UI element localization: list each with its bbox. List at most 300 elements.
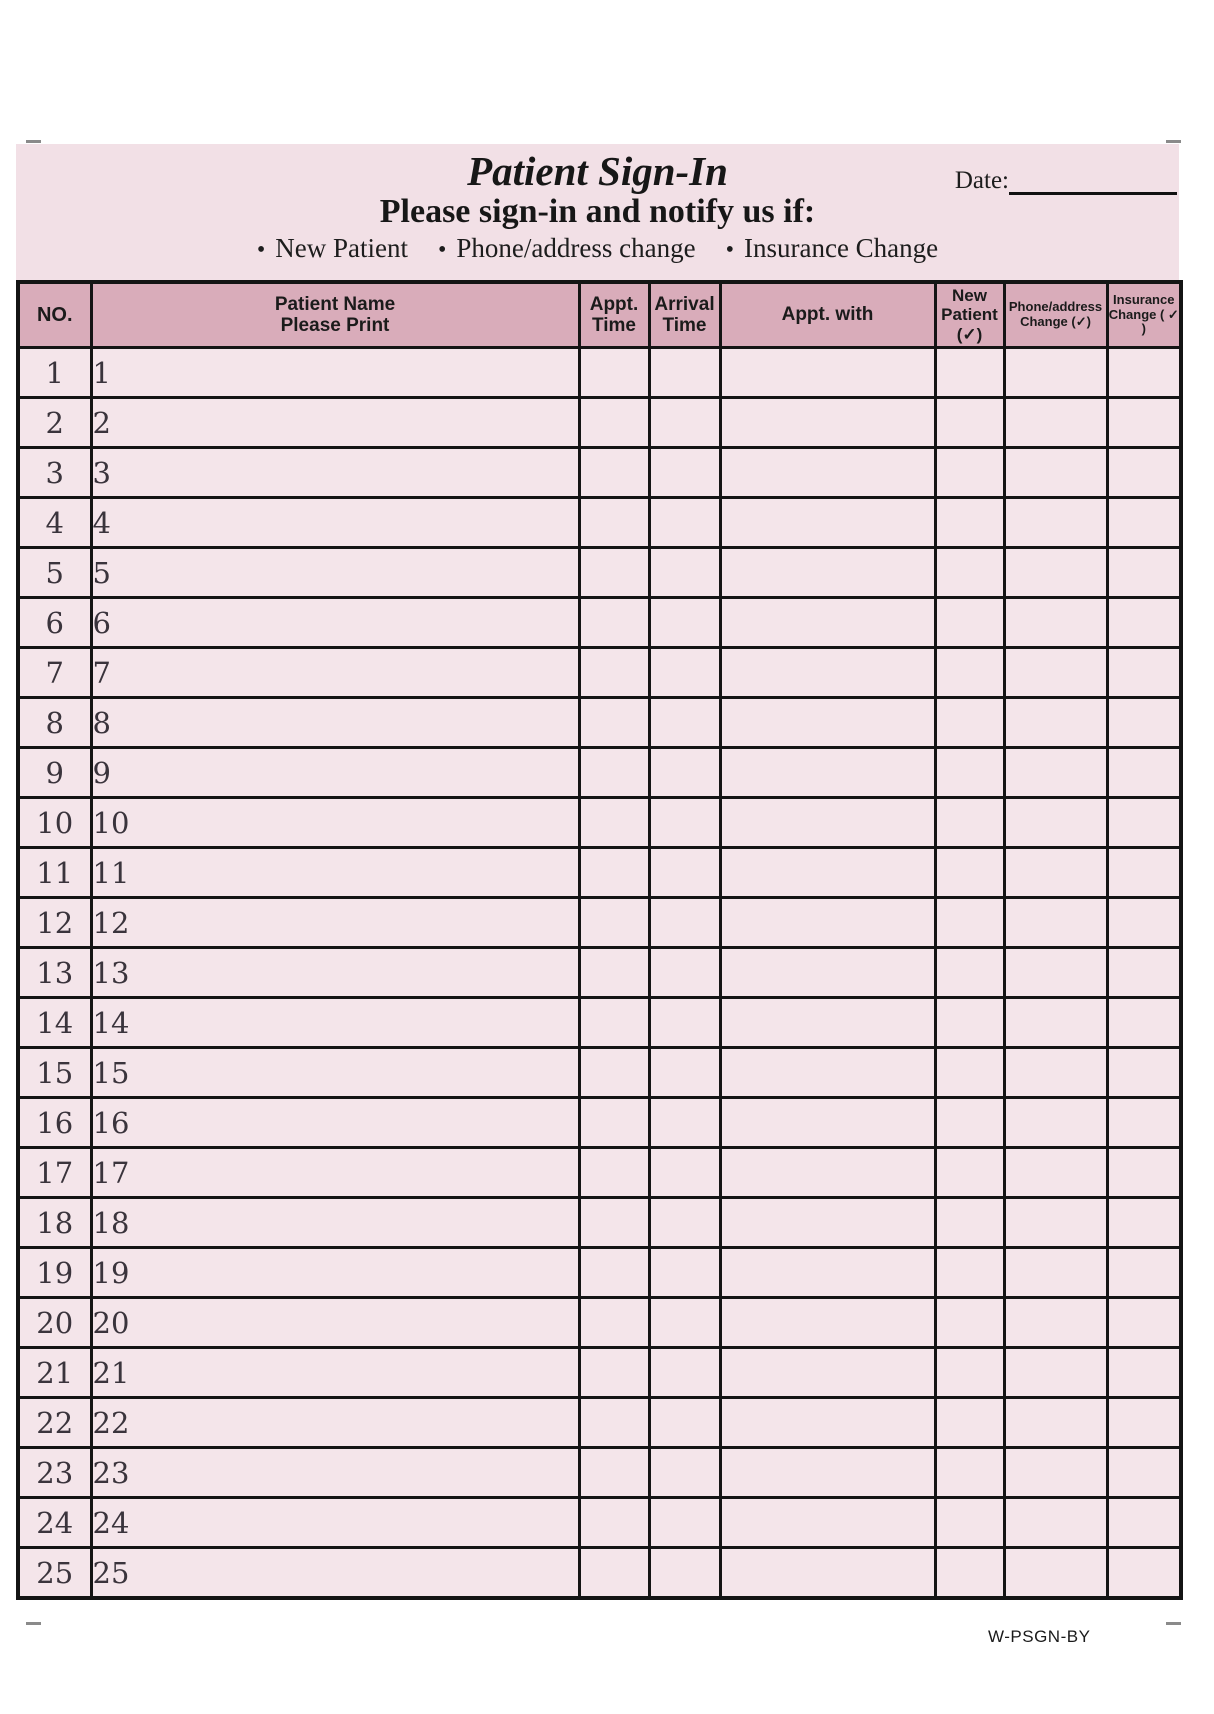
appt-with-cell[interactable]	[720, 898, 935, 948]
arrival-time-cell[interactable]	[649, 1098, 720, 1148]
appt-time-cell[interactable]	[579, 348, 649, 398]
patient-name-cell[interactable]	[91, 948, 579, 998]
phone-address-change-cell[interactable]	[1004, 1548, 1107, 1599]
appt-with-cell[interactable]	[720, 1298, 935, 1348]
insurance-change-cell[interactable]	[1107, 1448, 1181, 1498]
appt-with-cell[interactable]	[720, 1148, 935, 1198]
appt-with-cell[interactable]	[720, 548, 935, 598]
new-patient-cell[interactable]	[935, 648, 1004, 698]
phone-address-change-cell[interactable]	[1004, 648, 1107, 698]
patient-name-cell[interactable]	[91, 498, 579, 548]
new-patient-cell[interactable]	[935, 1048, 1004, 1098]
appt-time-cell[interactable]	[579, 498, 649, 548]
patient-name-cell[interactable]	[91, 1148, 579, 1198]
line-number: 2	[92, 405, 111, 440]
row-number: 12	[36, 905, 74, 940]
line-number: 8	[92, 705, 111, 740]
line-number: 10	[92, 805, 130, 840]
new-patient-cell[interactable]	[935, 348, 1004, 398]
table-row	[18, 348, 1181, 398]
column-header-new-patient	[935, 282, 1004, 348]
row-number-cell	[18, 498, 91, 548]
table-row	[18, 1048, 1181, 1098]
line-number: 6	[92, 605, 111, 640]
phone-address-change-cell[interactable]	[1004, 1148, 1107, 1198]
arrival-time-cell[interactable]	[649, 398, 720, 448]
appt-with-cell[interactable]	[720, 1448, 935, 1498]
table-row	[18, 548, 1181, 598]
appt-with-cell[interactable]	[720, 1248, 935, 1298]
date-input-line[interactable]	[1009, 168, 1177, 195]
appt-time-cell[interactable]	[579, 1298, 649, 1348]
row-number: 21	[36, 1355, 74, 1390]
appt-time-cell[interactable]	[579, 848, 649, 898]
new-patient-cell[interactable]	[935, 948, 1004, 998]
table-header-row	[18, 282, 1181, 348]
appt-with-cell[interactable]	[720, 698, 935, 748]
phone-address-change-cell[interactable]	[1004, 1048, 1107, 1098]
phone-address-change-cell[interactable]	[1004, 448, 1107, 498]
column-header-insurance-change	[1107, 282, 1181, 348]
line-number: 20	[92, 1305, 130, 1340]
arrival-time-cell[interactable]	[649, 648, 720, 698]
appt-with-cell[interactable]	[720, 498, 935, 548]
new-patient-cell[interactable]	[935, 1248, 1004, 1298]
row-number-cell	[18, 1098, 91, 1148]
insurance-change-cell[interactable]	[1107, 1148, 1181, 1198]
insurance-change-cell[interactable]	[1107, 948, 1181, 998]
insurance-change-cell[interactable]	[1107, 1398, 1181, 1448]
row-number: 8	[45, 705, 64, 740]
insurance-change-cell[interactable]	[1107, 1298, 1181, 1348]
table-row	[18, 998, 1181, 1048]
row-number: 17	[36, 1155, 74, 1190]
insurance-change-cell[interactable]	[1107, 848, 1181, 898]
phone-address-change-cell[interactable]	[1004, 898, 1107, 948]
appt-time-cell[interactable]	[579, 1398, 649, 1448]
appt-time-cell[interactable]	[579, 1498, 649, 1548]
appt-time-cell[interactable]	[579, 898, 649, 948]
appt-time-cell[interactable]	[579, 1548, 649, 1599]
new-patient-cell[interactable]	[935, 1398, 1004, 1448]
arrival-time-cell[interactable]	[649, 1148, 720, 1198]
line-number: 22	[92, 1405, 130, 1440]
appt-time-cell[interactable]	[579, 1048, 649, 1098]
row-number-cell	[18, 798, 91, 848]
arrival-time-cell[interactable]	[649, 348, 720, 398]
patient-name-cell[interactable]	[91, 1348, 579, 1398]
column-header-label: Patient Name	[274, 293, 396, 315]
row-number-cell	[18, 1248, 91, 1298]
arrival-time-cell[interactable]	[649, 448, 720, 498]
row-number: 14	[36, 1005, 74, 1040]
table-row	[18, 1498, 1181, 1548]
insurance-change-cell[interactable]	[1107, 1348, 1181, 1398]
patient-name-cell[interactable]	[91, 798, 579, 848]
new-patient-cell[interactable]	[935, 498, 1004, 548]
row-number: 1	[45, 355, 64, 390]
appt-with-cell[interactable]	[720, 1398, 935, 1448]
line-number: 3	[92, 455, 111, 490]
column-header-label: Phone/address	[1008, 299, 1103, 315]
patient-name-cell[interactable]	[91, 1098, 579, 1148]
new-patient-cell[interactable]	[935, 1148, 1004, 1198]
column-header-label: Arrival	[654, 293, 715, 315]
insurance-change-cell[interactable]	[1107, 598, 1181, 648]
row-number-cell	[18, 1198, 91, 1248]
form-code: W-PSGN-BY	[988, 1627, 1091, 1646]
table-row	[18, 948, 1181, 998]
bullet-icon: •	[256, 236, 266, 263]
notify-option	[437, 232, 696, 263]
patient-name-cell[interactable]	[91, 1548, 579, 1599]
arrival-time-cell[interactable]	[649, 498, 720, 548]
notify-options	[16, 232, 1179, 263]
arrival-time-cell[interactable]	[649, 798, 720, 848]
line-number: 24	[92, 1505, 130, 1540]
new-patient-cell[interactable]	[935, 1098, 1004, 1148]
table-row	[18, 1398, 1181, 1448]
row-number: 6	[45, 605, 64, 640]
line-number: 4	[92, 505, 111, 540]
column-header-label: (✓)	[956, 324, 983, 344]
insurance-change-cell[interactable]	[1107, 498, 1181, 548]
row-number: 25	[36, 1555, 74, 1590]
line-number: 16	[92, 1105, 130, 1140]
new-patient-cell[interactable]	[935, 898, 1004, 948]
row-number-cell	[18, 598, 91, 648]
new-patient-cell[interactable]	[935, 1298, 1004, 1348]
insurance-change-cell[interactable]	[1107, 348, 1181, 398]
phone-address-change-cell[interactable]	[1004, 998, 1107, 1048]
row-number: 9	[45, 755, 64, 790]
row-number-cell	[18, 748, 91, 798]
appt-time-cell[interactable]	[579, 448, 649, 498]
row-number: 10	[36, 805, 74, 840]
phone-address-change-cell[interactable]	[1004, 348, 1107, 398]
patient-name-cell[interactable]	[91, 1298, 579, 1348]
phone-address-change-cell[interactable]	[1004, 1298, 1107, 1348]
patient-name-cell[interactable]	[91, 998, 579, 1048]
insurance-change-cell[interactable]	[1107, 548, 1181, 598]
new-patient-cell[interactable]	[935, 1448, 1004, 1498]
table-row	[18, 1148, 1181, 1198]
column-header-label: Insurance	[1113, 292, 1175, 308]
phone-address-change-cell[interactable]	[1004, 1398, 1107, 1448]
row-number: 16	[36, 1105, 74, 1140]
patient-name-cell[interactable]	[91, 1448, 579, 1498]
phone-address-change-cell[interactable]	[1004, 698, 1107, 748]
row-number: 13	[36, 955, 74, 990]
column-header-label: Change ( ✓ )	[1108, 306, 1179, 337]
row-number-cell	[18, 1348, 91, 1398]
line-number: 5	[92, 555, 111, 590]
row-number-cell	[18, 398, 91, 448]
row-number: 3	[45, 455, 64, 490]
insurance-change-cell[interactable]	[1107, 1098, 1181, 1148]
patient-name-cell[interactable]	[91, 598, 579, 648]
row-number-cell	[18, 348, 91, 398]
phone-address-change-cell[interactable]	[1004, 1348, 1107, 1398]
table-row	[18, 798, 1181, 848]
phone-address-change-cell[interactable]	[1004, 948, 1107, 998]
row-number-cell	[18, 648, 91, 698]
table-row	[18, 598, 1181, 648]
table-row	[18, 1298, 1181, 1348]
notify-option-label: Insurance Change	[743, 232, 939, 263]
new-patient-cell[interactable]	[935, 1498, 1004, 1548]
new-patient-cell[interactable]	[935, 548, 1004, 598]
arrival-time-cell[interactable]	[649, 1048, 720, 1098]
column-header-label: Appt.	[589, 293, 639, 315]
phone-address-change-cell[interactable]	[1004, 748, 1107, 798]
arrival-time-cell[interactable]	[649, 1248, 720, 1298]
column-header-label: Change (✓)	[1020, 314, 1091, 329]
line-number: 17	[92, 1155, 130, 1190]
appt-with-cell[interactable]	[720, 848, 935, 898]
column-header-label: NO.	[36, 303, 73, 326]
line-number: 15	[92, 1055, 130, 1090]
phone-address-change-cell[interactable]	[1004, 1198, 1107, 1248]
patient-name-cell[interactable]	[91, 698, 579, 748]
new-patient-cell[interactable]	[935, 698, 1004, 748]
column-header-phone-address-change	[1004, 282, 1107, 348]
column-header-label: New	[952, 286, 987, 306]
insurance-change-cell[interactable]	[1107, 1248, 1181, 1298]
column-header-appt-with	[720, 282, 935, 348]
appt-with-cell[interactable]	[720, 448, 935, 498]
insurance-change-cell[interactable]	[1107, 398, 1181, 448]
patient-name-cell[interactable]	[91, 1198, 579, 1248]
form-header	[16, 144, 1179, 280]
arrival-time-cell[interactable]	[649, 1498, 720, 1548]
arrival-time-cell[interactable]	[649, 1198, 720, 1248]
row-number: 23	[36, 1455, 74, 1490]
phone-address-change-cell[interactable]	[1004, 598, 1107, 648]
line-number: 13	[92, 955, 130, 990]
line-number: 11	[92, 855, 130, 890]
row-number: 22	[36, 1405, 74, 1440]
table-row	[18, 398, 1181, 448]
appt-time-cell[interactable]	[579, 748, 649, 798]
appt-time-cell[interactable]	[579, 598, 649, 648]
new-patient-cell[interactable]	[935, 398, 1004, 448]
patient-name-cell[interactable]	[91, 748, 579, 798]
row-number-cell	[18, 1448, 91, 1498]
insurance-change-cell[interactable]	[1107, 1198, 1181, 1248]
new-patient-cell[interactable]	[935, 1548, 1004, 1599]
appt-with-cell[interactable]	[720, 1548, 935, 1599]
column-header-label: Please Print	[280, 315, 390, 336]
table-header	[18, 282, 1181, 348]
row-number-cell	[18, 698, 91, 748]
appt-time-cell[interactable]	[579, 548, 649, 598]
new-patient-cell[interactable]	[935, 1198, 1004, 1248]
patient-name-cell[interactable]	[91, 648, 579, 698]
new-patient-cell[interactable]	[935, 998, 1004, 1048]
phone-address-change-cell[interactable]	[1004, 1098, 1107, 1148]
arrival-time-cell[interactable]	[649, 898, 720, 948]
phone-address-change-cell[interactable]	[1004, 1498, 1107, 1548]
appt-time-cell[interactable]	[579, 648, 649, 698]
bullet-icon: •	[725, 236, 734, 263]
patient-name-cell[interactable]	[91, 898, 579, 948]
arrival-time-cell[interactable]	[649, 598, 720, 648]
form-subtitle: Please sign-in and notify us if:	[379, 193, 816, 231]
new-patient-cell[interactable]	[935, 748, 1004, 798]
appt-time-cell[interactable]	[579, 1348, 649, 1398]
row-number-cell	[18, 1148, 91, 1198]
crop-mark	[1166, 140, 1181, 143]
column-header-label: Appt. with	[781, 304, 874, 326]
arrival-time-cell[interactable]	[649, 1398, 720, 1448]
notify-option-label: New Patient	[275, 232, 408, 263]
appt-time-cell[interactable]	[579, 1148, 649, 1198]
column-header-patient-name	[91, 282, 579, 348]
table-row	[18, 898, 1181, 948]
appt-with-cell[interactable]	[720, 948, 935, 998]
appt-time-cell[interactable]	[579, 1248, 649, 1298]
appt-time-cell[interactable]	[579, 1098, 649, 1148]
row-number-cell	[18, 548, 91, 598]
arrival-time-cell[interactable]	[649, 1448, 720, 1498]
row-number: 2	[45, 405, 64, 440]
appt-with-cell[interactable]	[720, 398, 935, 448]
appt-with-cell[interactable]	[720, 1098, 935, 1148]
appt-time-cell[interactable]	[579, 1448, 649, 1498]
appt-with-cell[interactable]	[720, 348, 935, 398]
column-header-label: Time	[662, 315, 707, 336]
line-number: 18	[92, 1205, 130, 1240]
row-number: 4	[45, 505, 64, 540]
appt-time-cell[interactable]	[579, 1198, 649, 1248]
new-patient-cell[interactable]	[935, 848, 1004, 898]
patient-name-cell[interactable]	[91, 848, 579, 898]
insurance-change-cell[interactable]	[1107, 1548, 1181, 1599]
sign-in-table	[16, 280, 1183, 1600]
appt-time-cell[interactable]	[579, 998, 649, 1048]
row-number-cell	[18, 948, 91, 998]
crop-mark	[26, 140, 41, 143]
insurance-change-cell[interactable]	[1107, 1048, 1181, 1098]
insurance-change-cell[interactable]	[1107, 1498, 1181, 1548]
appt-time-cell[interactable]	[579, 948, 649, 998]
insurance-change-cell[interactable]	[1107, 448, 1181, 498]
table-row	[18, 648, 1181, 698]
appt-time-cell[interactable]	[579, 398, 649, 448]
insurance-change-cell[interactable]	[1107, 648, 1181, 698]
row-number: 24	[36, 1505, 74, 1540]
phone-address-change-cell[interactable]	[1004, 398, 1107, 448]
row-number-cell	[18, 448, 91, 498]
insurance-change-cell[interactable]	[1107, 898, 1181, 948]
arrival-time-cell[interactable]	[649, 948, 720, 998]
table-row	[18, 848, 1181, 898]
notify-option-label: Phone/address change	[456, 232, 696, 263]
insurance-change-cell[interactable]	[1107, 998, 1181, 1048]
row-number-cell	[18, 848, 91, 898]
phone-address-change-cell[interactable]	[1004, 548, 1107, 598]
table-row	[18, 1348, 1181, 1398]
row-number-cell	[18, 898, 91, 948]
appt-with-cell[interactable]	[720, 598, 935, 648]
patient-name-cell[interactable]	[91, 548, 579, 598]
column-header-label: Patient	[941, 305, 998, 325]
insurance-change-cell[interactable]	[1107, 798, 1181, 848]
column-header-arrival-time	[649, 282, 720, 348]
table-body	[18, 348, 1181, 1599]
patient-name-cell[interactable]	[91, 1498, 579, 1548]
appt-with-cell[interactable]	[720, 1048, 935, 1098]
appt-with-cell[interactable]	[720, 998, 935, 1048]
new-patient-cell[interactable]	[935, 448, 1004, 498]
appt-with-cell[interactable]	[720, 1498, 935, 1548]
line-number: 23	[92, 1455, 130, 1490]
arrival-time-cell[interactable]	[649, 548, 720, 598]
new-patient-cell[interactable]	[935, 598, 1004, 648]
row-number-cell	[18, 1048, 91, 1098]
phone-address-change-cell[interactable]	[1004, 848, 1107, 898]
row-number-cell	[18, 998, 91, 1048]
arrival-time-cell[interactable]	[649, 998, 720, 1048]
phone-address-change-cell[interactable]	[1004, 498, 1107, 548]
new-patient-cell[interactable]	[935, 798, 1004, 848]
insurance-change-cell[interactable]	[1107, 698, 1181, 748]
line-number: 19	[92, 1255, 130, 1290]
arrival-time-cell[interactable]	[649, 698, 720, 748]
line-number: 9	[92, 755, 111, 790]
insurance-change-cell[interactable]	[1107, 748, 1181, 798]
patient-name-cell[interactable]	[91, 348, 579, 398]
arrival-time-cell[interactable]	[649, 1548, 720, 1599]
table-row	[18, 498, 1181, 548]
appt-time-cell[interactable]	[579, 798, 649, 848]
line-number: 7	[92, 655, 111, 690]
appt-with-cell[interactable]	[720, 1198, 935, 1248]
line-number: 1	[92, 355, 111, 390]
patient-name-cell[interactable]	[91, 1248, 579, 1298]
phone-address-change-cell[interactable]	[1004, 1448, 1107, 1498]
patient-name-cell[interactable]	[91, 448, 579, 498]
appt-with-cell[interactable]	[720, 798, 935, 848]
row-number: 20	[36, 1305, 74, 1340]
arrival-time-cell[interactable]	[649, 848, 720, 898]
patient-name-cell[interactable]	[91, 398, 579, 448]
row-number-cell	[18, 1298, 91, 1348]
table-row	[18, 1548, 1181, 1599]
arrival-time-cell[interactable]	[649, 1298, 720, 1348]
appt-time-cell[interactable]	[579, 698, 649, 748]
arrival-time-cell[interactable]	[649, 1348, 720, 1398]
arrival-time-cell[interactable]	[649, 748, 720, 798]
date-field	[955, 168, 1177, 195]
phone-address-change-cell[interactable]	[1004, 1248, 1107, 1298]
line-number: 14	[92, 1005, 130, 1040]
line-number: 25	[92, 1555, 130, 1590]
row-number: 5	[45, 555, 64, 590]
appt-with-cell[interactable]	[720, 1348, 935, 1398]
line-number: 21	[92, 1355, 130, 1390]
appt-with-cell[interactable]	[720, 648, 935, 698]
new-patient-cell[interactable]	[935, 1348, 1004, 1398]
table-row	[18, 448, 1181, 498]
row-number-cell	[18, 1498, 91, 1548]
appt-with-cell[interactable]	[720, 748, 935, 798]
row-number-cell	[18, 1548, 91, 1599]
phone-address-change-cell[interactable]	[1004, 798, 1107, 848]
patient-name-cell[interactable]	[91, 1048, 579, 1098]
patient-name-cell[interactable]	[91, 1398, 579, 1448]
